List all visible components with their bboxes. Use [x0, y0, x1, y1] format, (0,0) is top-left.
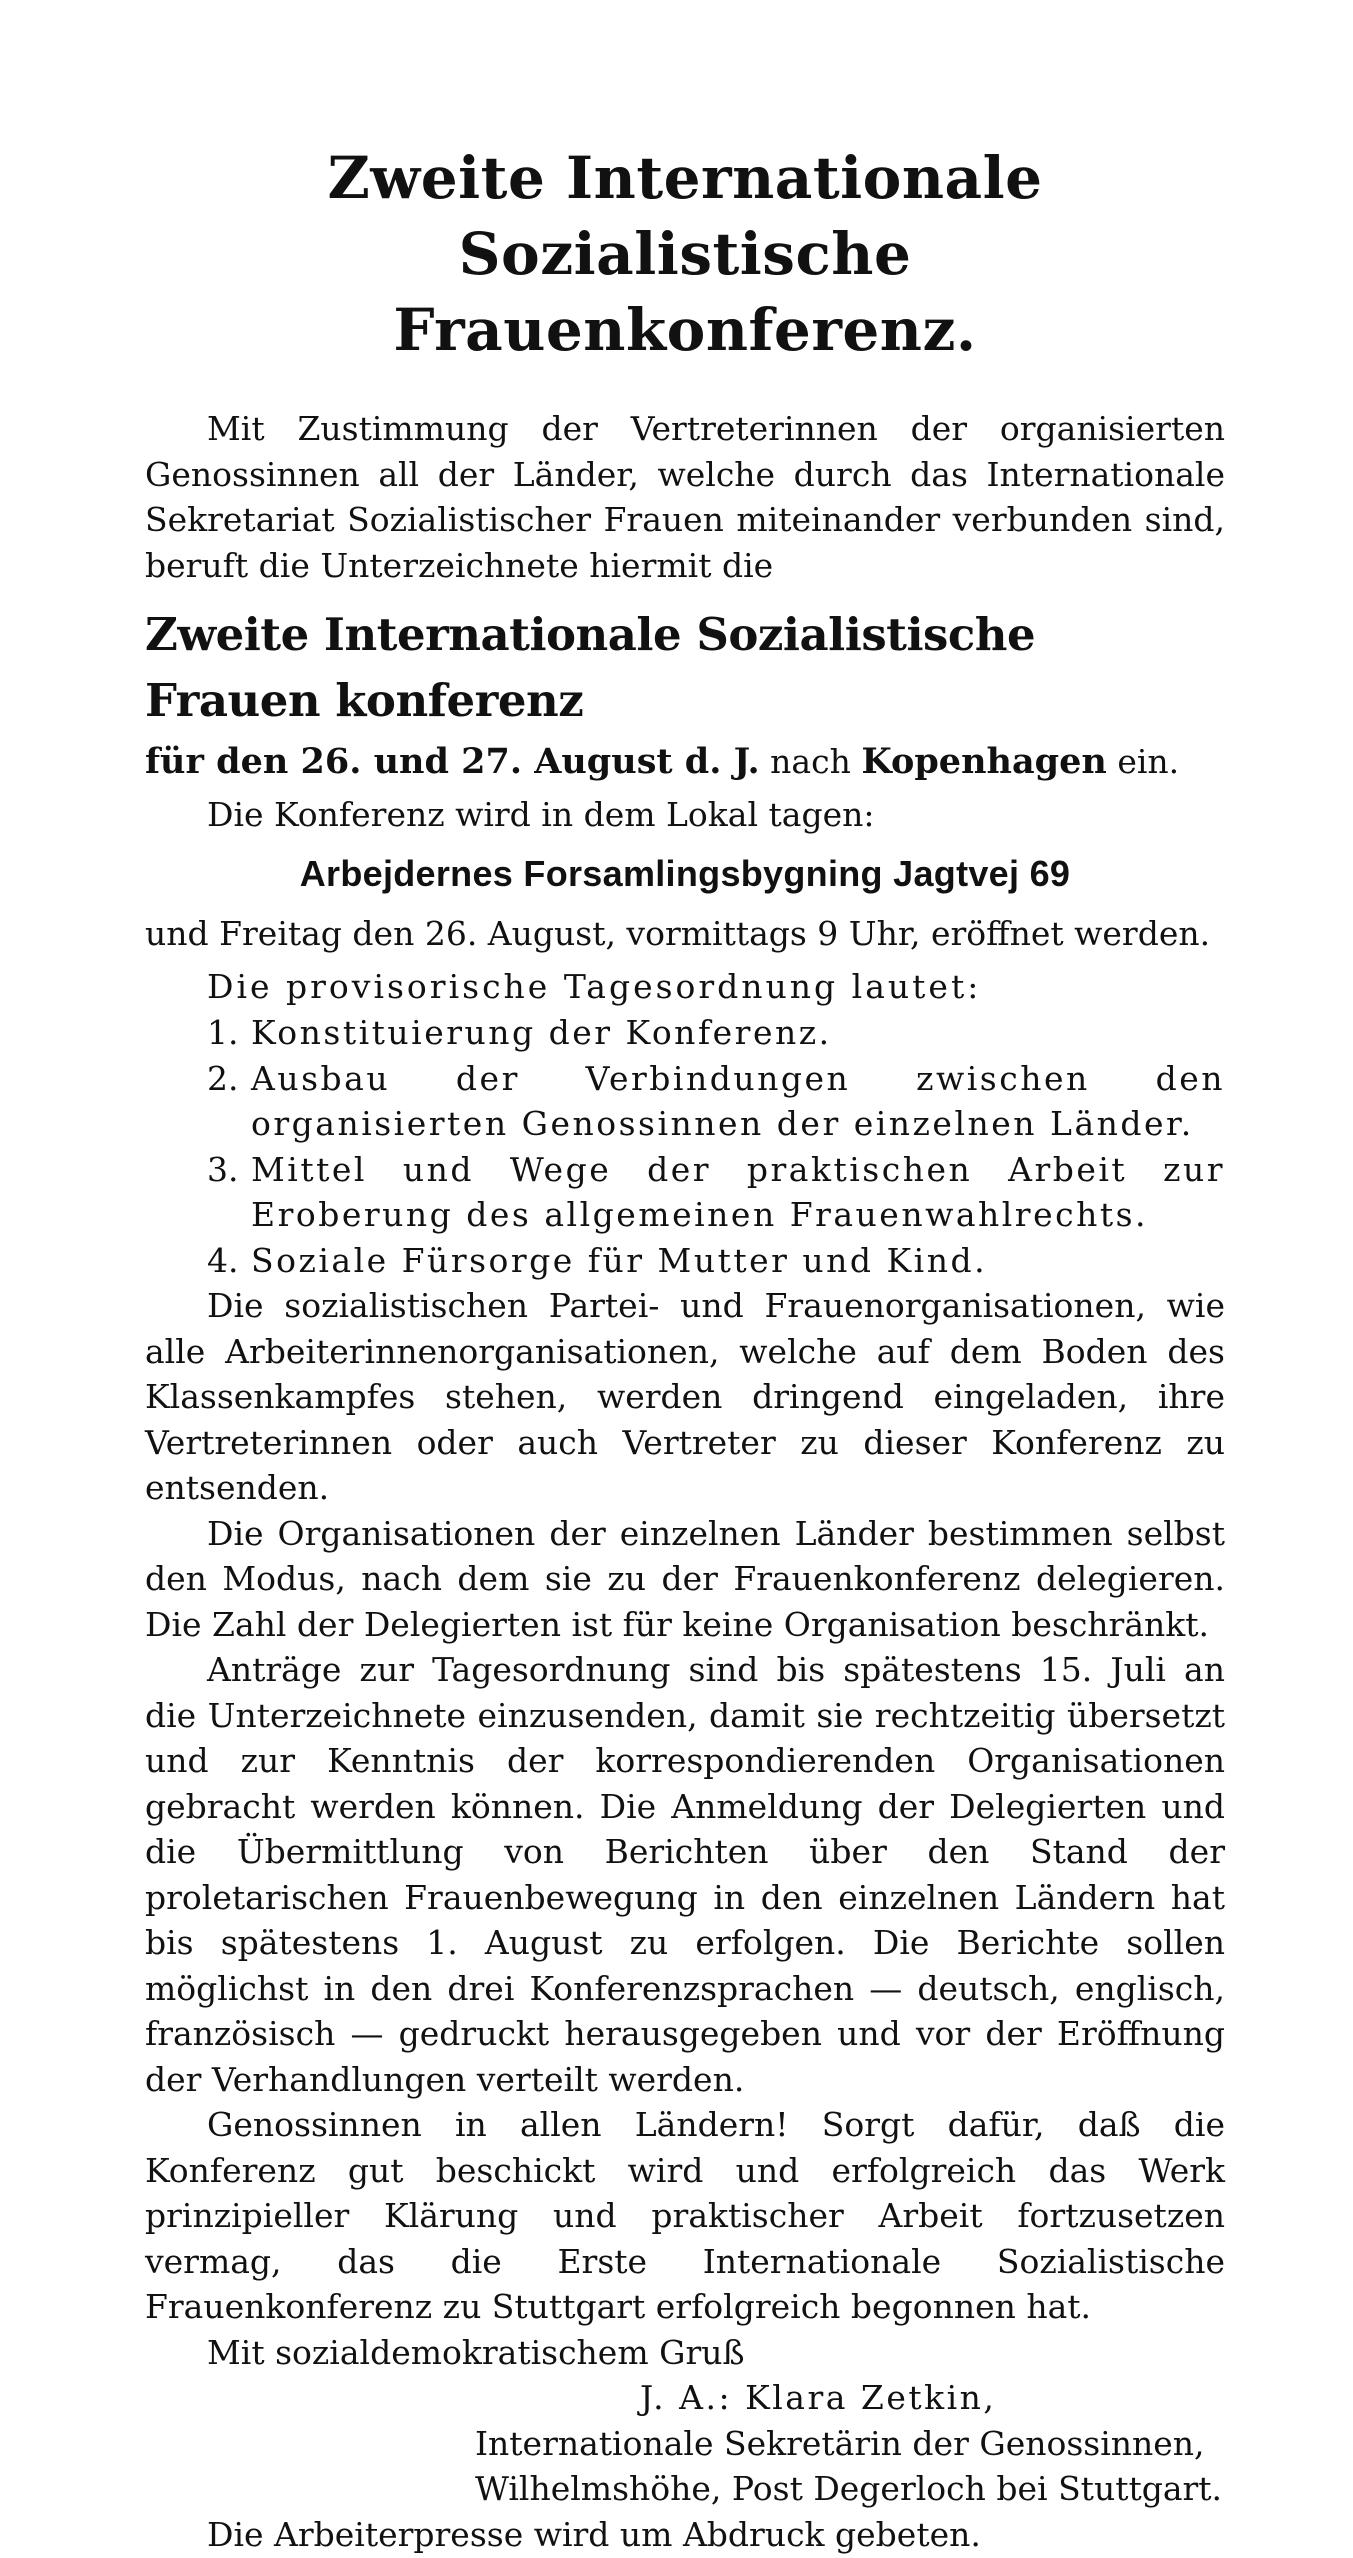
dates-suffix: ein. — [1117, 742, 1180, 781]
agenda-item — [207, 1238, 1225, 1284]
dates-middle: nach — [770, 742, 851, 781]
agenda-item-text: Soziale Fürsorge für Mutter und Kind. — [251, 1240, 988, 1280]
agenda-item-number: 3. — [207, 1149, 239, 1189]
intro-paragraph: Mit Zustimmung der Vertreterinnen der organisierten Genossinnen all der Länder, welche durch das Internationale Sekretariat Sozialistischer Frauen miteinander verbunden sind, beruft die Unterzeichnete hiermit die — [145, 409, 1225, 585]
agenda-item-number: 2. — [207, 1058, 239, 1098]
dates-prefix: für den 26. und 27. August d. J. — [145, 741, 760, 782]
agenda-item — [207, 1010, 1225, 1056]
agenda-item — [207, 1056, 1225, 1147]
agenda-item-number: 1. — [207, 1013, 239, 1052]
agenda-intro: Die provisorische Tagesordnung lautet: — [207, 967, 982, 1006]
proposals-paragraph: Anträge zur Tagesordnung sind bis spätestens 15. Juli an die Unterzeichnete einzusenden, damit sie rechtzeitig übersetzt und zur Kenntnis der korrespondierenden Organisationen gebracht werden können. Die Anmeldung der Delegierten und die Übermittlung von Berichten über den Stand der proletarischen Frauenbewegung in den einzelnen Ländern hat bis spätestens 1. August zu erfolgen. Die Berichte sollen möglichst in den drei Konferenzsprachen — deutsch, englisch, französisch — gedruckt herausgegeben und vor der Eröffnung der Verhandlungen verteilt werden. — [145, 1650, 1225, 2099]
agenda-item-text: Konstituierung der Konferenz. — [251, 1013, 832, 1052]
greeting: Mit sozialdemokratischem Gruß — [207, 2332, 745, 2372]
title-line-2: Frauenkonferenz. — [393, 296, 977, 364]
signature-address: Wilhelmshöhe, Post Degerloch bei Stuttgart. — [475, 2469, 1223, 2508]
signature-block — [145, 2375, 1225, 2512]
agenda-list — [145, 1010, 1225, 1283]
delegation-paragraph: Die Organisationen der einzelnen Länder bestimmen selbst den Modus, nach dem sie zu der Frauenkonferenz delegieren. Die Zahl der Delegierten ist für keine Organisation beschränkt. — [145, 1513, 1225, 1644]
agenda-item-text: Mittel und Wege der praktischen Arbeit zur Eroberung des allgemeinen Frauenwahlrechts. — [251, 1149, 1225, 1234]
venue-intro: Die Konferenz wird in dem Lokal tagen: — [207, 795, 875, 834]
title-line-1: Zweite Internationale Sozialistische — [327, 144, 1043, 288]
conference-name: Zweite Internationale Sozialistische Frauen konferenz — [145, 608, 1036, 727]
conference-dates — [145, 738, 1225, 786]
agenda-item — [207, 1147, 1225, 1238]
dates-city: Kopenhagen — [861, 741, 1107, 782]
venue-address: Arbejdernes Forsamlingsbygning Jagtvej 69 — [299, 853, 1071, 894]
opening-line: und Freitag den 26. August, vormittags 9 Uhr, eröffnet werden. — [145, 914, 1211, 953]
agenda-item-number: 4. — [207, 1240, 239, 1280]
document-title — [145, 140, 1225, 368]
signature-role: Internationale Sekretärin der Genossinnen, — [475, 2423, 1205, 2463]
footnote: Die Arbeiterpresse wird um Abdruck gebeten. — [207, 2514, 981, 2554]
signature-name: J. A.: Klara Zetkin, — [640, 2378, 997, 2417]
invitation-paragraph: Die sozialistischen Partei- und Frauenorganisationen, wie alle Arbeiterinnenorganisationen, welche auf dem Boden des Klassenkampfes stehen, werden dringend eingeladen, ihre Vertreterinnen oder auch Vertreter zu dieser Konferenz zu entsenden. — [145, 1286, 1225, 1507]
appeal-paragraph: Genossinnen in allen Ländern! Sorgt dafür, daß die Konferenz gut beschickt wird und erfolgreich das Werk prinzipieller Klärung und praktischer Arbeit fortzusetzen vermag, das die Erste Internationale Sozialistische Frauenkonferenz zu Stuttgart erfolgreich begonnen hat. — [145, 2105, 1225, 2326]
agenda-item-text: Ausbau der Verbindungen zwischen den organisierten Genossinnen der einzelnen Länder. — [251, 1058, 1225, 1143]
